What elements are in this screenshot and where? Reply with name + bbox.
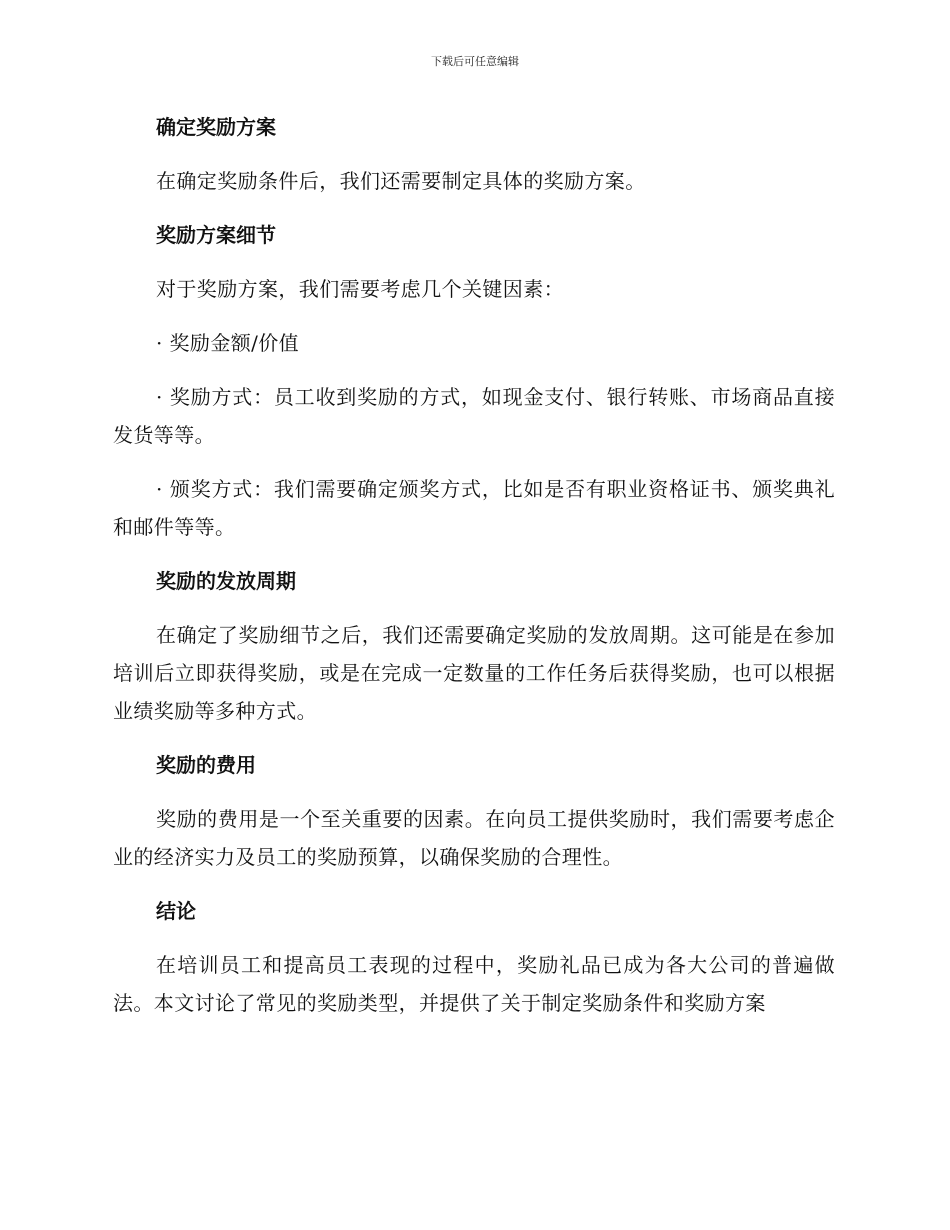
section-heading: 奖励的费用 [156, 753, 256, 777]
document-body [113, 108, 835, 1038]
bullet-item: · 奖励方式：员工收到奖励的方式，如现金支付、银行转账、市场商品直接发货等等。 [113, 385, 835, 447]
page-header: 下载后可任意编辑 [431, 55, 519, 68]
section-heading: 结论 [156, 899, 196, 923]
section-heading: 奖励的发放周期 [156, 569, 296, 593]
paragraph: 对于奖励方案，我们需要考虑几个关键因素： [156, 277, 564, 301]
paragraph: 奖励的费用是一个至关重要的因素。在向员工提供奖励时，我们需要考虑企业的经济实力及员工的奖励预算，以确保奖励的合理性。 [113, 807, 835, 869]
paragraph: 在培训员工和提高员工表现的过程中，奖励礼品已成为各大公司的普遍做法。本文讨论了常见的奖励类型，并提供了关于制定奖励条件和奖励方案 [113, 953, 835, 1015]
section-heading: 奖励方案细节 [156, 223, 276, 247]
bullet-item: · 奖励金额/价值 [156, 331, 300, 355]
section-heading: 确定奖励方案 [156, 115, 276, 139]
paragraph: 在确定了奖励细节之后，我们还需要确定奖励的发放周期。这可能是在参加培训后立即获得奖励，或是在完成一定数量的工作任务后获得奖励，也可以根据业绩奖励等多种方式。 [113, 623, 835, 723]
paragraph: 在确定奖励条件后，我们还需要制定具体的奖励方案。 [156, 169, 646, 193]
bullet-item: · 颁奖方式：我们需要确定颁奖方式，比如是否有职业资格证书、颁奖典礼和邮件等等。 [113, 477, 835, 539]
